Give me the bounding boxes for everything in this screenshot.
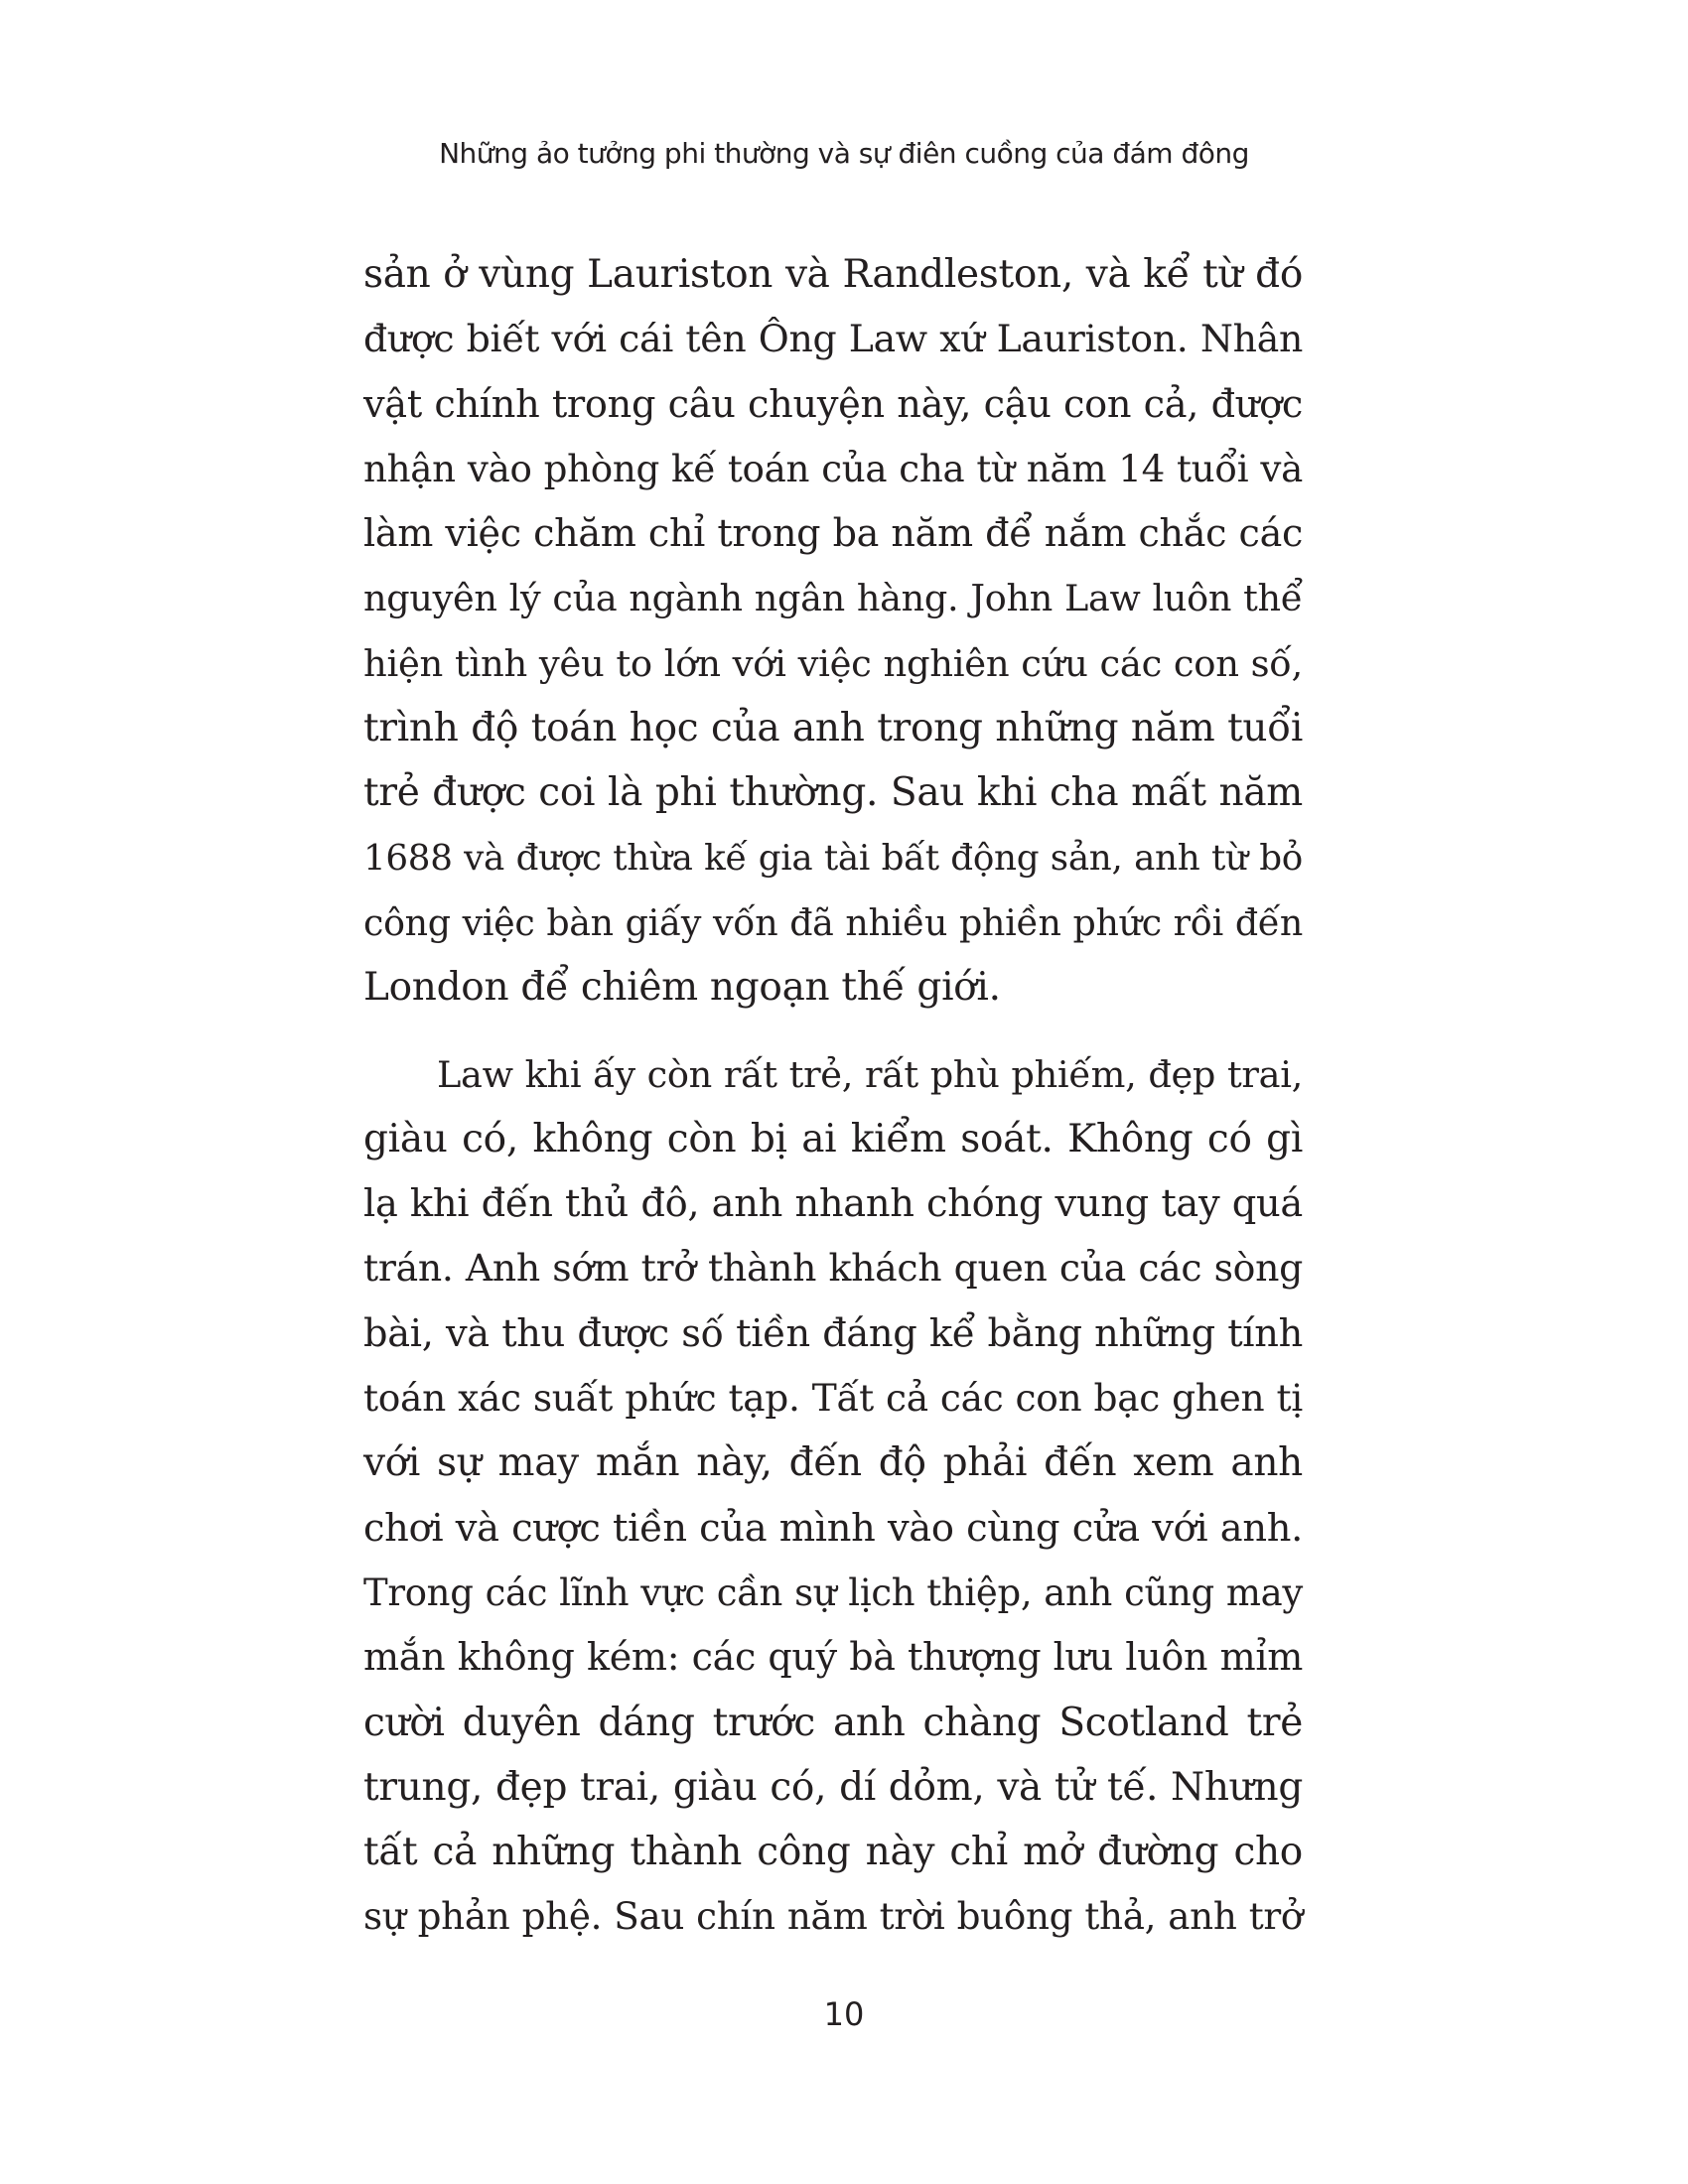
text-line: toán xác suất phức tạp. Tất cả các con bạc ghen tị: [363, 1376, 1303, 1421]
body-text: [363, 242, 1303, 1950]
text-line: nhận vào phòng kế toán của cha từ năm 14 tuổi và: [363, 446, 1303, 490]
text-line: làm việc chăm chỉ trong ba năm để nắm chắc các: [363, 511, 1303, 556]
text-line: Trong các lĩnh vực cần sự lịch thiệp, anh cũng may: [363, 1570, 1303, 1614]
text-line: công việc bàn giấy vốn đã nhiều phiền phức rồi đến: [363, 900, 1303, 944]
paragraph-1: [363, 242, 1303, 1021]
text-line: Law khi ấy còn rất trẻ, rất phù phiếm, đẹp trai,: [437, 1052, 1303, 1096]
text-line: sản ở vùng Lauriston và Randleston, và kể từ đó: [363, 252, 1303, 297]
text-line: bài, và thu được số tiền đáng kể bằng những tính: [363, 1310, 1303, 1356]
text-line: với sự may mắn này, đến độ phải đến xem anh: [363, 1440, 1303, 1486]
text-line: được biết với cái tên Ông Law xứ Lauriston. Nhân: [363, 317, 1303, 361]
paragraph-2: [363, 1042, 1303, 1950]
running-header: Những ảo tưởng phi thường và sự điên cuồng của đám đông: [439, 137, 1249, 170]
text-line: mắn không kém: các quý bà thượng lưu luôn mỉm: [363, 1635, 1303, 1680]
text-line: trán. Anh sớm trở thành khách quen của các sòng: [363, 1246, 1303, 1291]
text-line: tất cả những thành công này chỉ mở đường cho: [363, 1830, 1303, 1875]
text-line: cười duyên dáng trước anh chàng Scotland trẻ: [363, 1700, 1303, 1745]
text-line: vật chính trong câu chuyện này, cậu con cả, được: [363, 381, 1303, 427]
text-line: lạ khi đến thủ đô, anh nhanh chóng vung tay quá: [363, 1181, 1303, 1227]
text-line: giàu có, không còn bị ai kiểm soát. Không có gì: [363, 1116, 1303, 1161]
text-line: trình độ toán học của anh trong những năm tuổi: [363, 706, 1303, 751]
text-line: London để chiêm ngoạn thế giới.: [363, 965, 1001, 1011]
text-line: trung, đẹp trai, giàu có, dí dỏm, và tử tế. Nhưng: [363, 1764, 1303, 1810]
text-line: sự phản phệ. Sau chín năm trời buông thả, anh trở: [363, 1894, 1303, 1939]
text-line: nguyên lý của ngành ngân hàng. John Law luôn thể: [363, 577, 1303, 620]
text-line: chơi và cược tiền của mình vào cùng cửa với anh.: [363, 1505, 1303, 1551]
text-line: 1688 và được thừa kế gia tài bất động sản, anh từ bỏ: [363, 837, 1303, 879]
text-line: trẻ được coi là phi thường. Sau khi cha mất năm: [363, 770, 1303, 816]
page-number: 10: [823, 1995, 865, 2033]
text-line: hiện tình yêu to lớn với việc nghiên cứu các con số,: [363, 641, 1303, 685]
